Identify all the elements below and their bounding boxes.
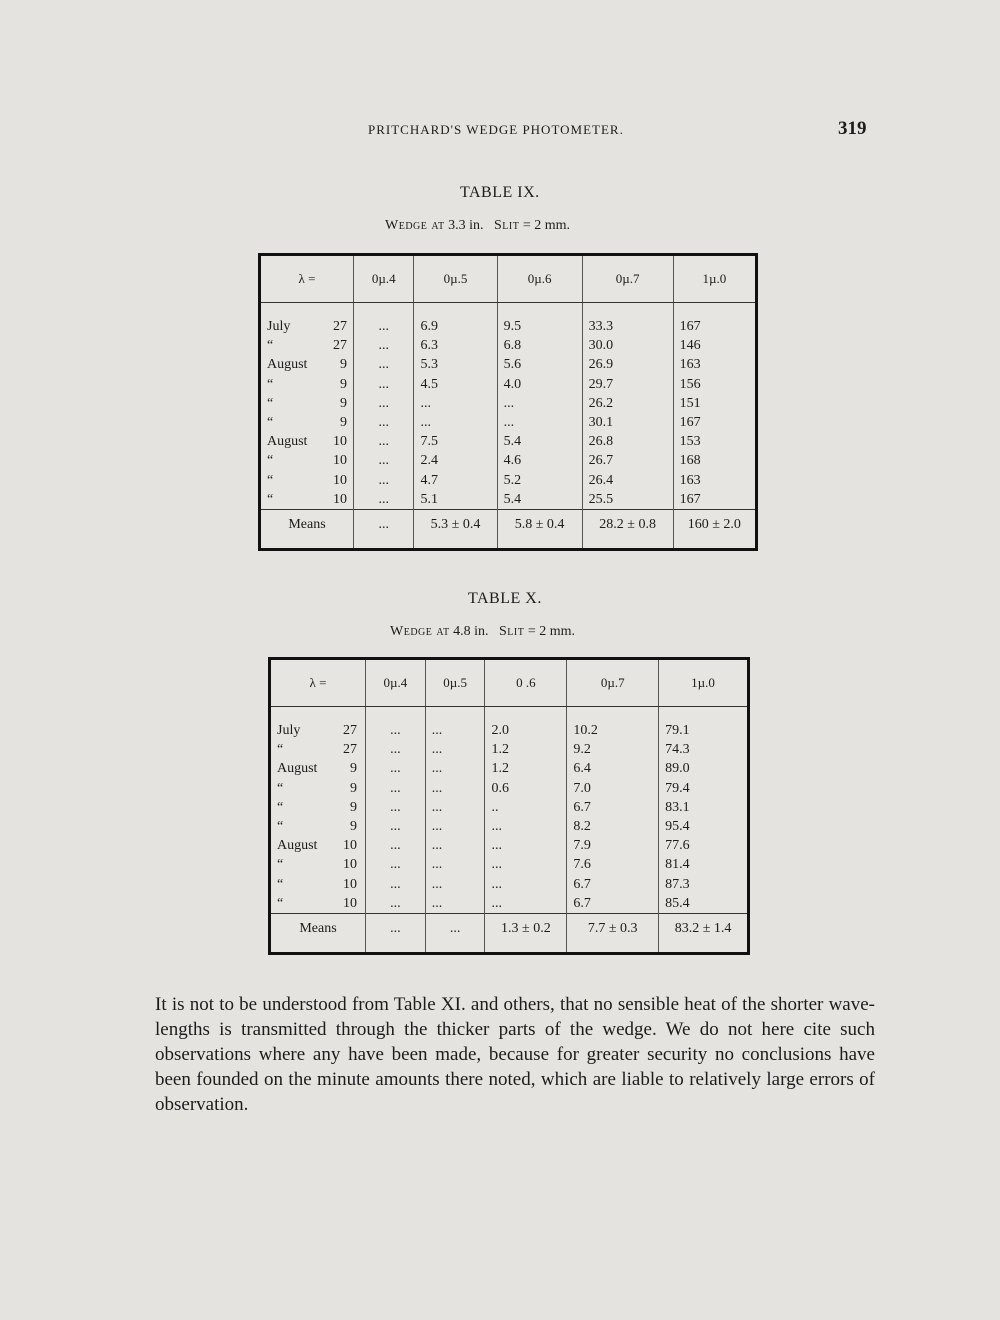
means-row <box>270 914 749 945</box>
table-ix <box>258 253 758 551</box>
date-cell <box>270 836 366 855</box>
date-day: 9 <box>350 799 357 815</box>
value-cell: 74.3 <box>665 742 690 758</box>
table-x-caption <box>390 624 575 640</box>
date-cell <box>260 413 354 432</box>
table-row <box>260 432 757 451</box>
table-row <box>260 471 757 490</box>
date-day: 27 <box>333 319 347 334</box>
date-day: 10 <box>343 838 357 854</box>
date-day: 10 <box>333 472 347 488</box>
value-cell: 6.8 <box>497 336 582 355</box>
value-cell: 6.7 <box>567 798 659 817</box>
table-row <box>270 894 749 914</box>
slit-value: = 2 mm. <box>527 624 576 639</box>
spacer-cell <box>485 944 567 954</box>
value-cell: ... <box>354 317 414 336</box>
header-wavelength: 0 .6 <box>485 659 567 707</box>
table-row <box>270 875 749 894</box>
slit-value: = 2 mm. <box>522 218 571 233</box>
date-cell <box>260 432 354 451</box>
date-cell <box>270 855 366 874</box>
value-cell: 85.4 <box>665 895 690 911</box>
value-cell: 4.7 <box>414 471 497 490</box>
value-cell: 6.7 <box>567 894 659 914</box>
table-row <box>260 451 757 470</box>
value-cell: 7.9 <box>567 836 659 855</box>
spacer-cell <box>567 707 659 722</box>
means-value: 1.3 ± 0.2 <box>485 914 567 945</box>
value-cell: 25.5 <box>582 490 673 510</box>
date-day: 9 <box>340 357 347 373</box>
value-cell: ... <box>425 740 485 759</box>
slit-label: Slit <box>499 624 525 639</box>
date-cell <box>270 779 366 798</box>
means-label: Means <box>270 914 366 945</box>
value-cell: 0.6 <box>485 779 567 798</box>
value-cell: 2.4 <box>414 451 497 470</box>
date-cell <box>260 471 354 490</box>
date-cell <box>260 336 354 355</box>
value-cell: 26.9 <box>582 355 673 374</box>
means-value: 5.3 ± 0.4 <box>414 510 497 541</box>
table-row <box>260 413 757 432</box>
spacer-cell <box>659 707 749 722</box>
value-cell: 26.7 <box>582 451 673 470</box>
value-cell: 163 <box>679 472 701 488</box>
table-row <box>270 759 749 778</box>
date-day: 9 <box>340 395 347 411</box>
date-day: 9 <box>350 780 357 796</box>
date-day: 9 <box>350 761 357 777</box>
value-cell: ... <box>365 855 425 874</box>
date-month: August <box>267 357 308 373</box>
spacer-cell <box>365 707 425 722</box>
table-row <box>270 740 749 759</box>
value-cell: ... <box>425 836 485 855</box>
value-cell: 5.4 <box>497 490 582 510</box>
value-cell: ... <box>425 894 485 914</box>
value-cell: ... <box>425 875 485 894</box>
date-cell <box>260 375 354 394</box>
spacer-cell <box>497 540 582 550</box>
value-cell: 156 <box>679 376 701 392</box>
tail-row <box>270 944 749 954</box>
date-month: “ <box>267 415 274 431</box>
table-ix-title: TABLE IX. <box>460 184 540 201</box>
spacer-cell <box>270 707 366 722</box>
header-wavelength: 0µ.5 <box>425 659 485 707</box>
date-day: 10 <box>333 453 347 469</box>
value-cell: ... <box>354 451 414 470</box>
value-cell: ... <box>365 836 425 855</box>
date-day: 10 <box>333 434 347 450</box>
means-value: 160 ± 2.0 <box>673 510 756 541</box>
slit-label: Slit <box>494 218 520 233</box>
date-month: “ <box>277 876 284 892</box>
value-cell: ... <box>365 721 425 740</box>
value-cell: ... <box>485 855 567 874</box>
date-month: “ <box>277 895 284 911</box>
date-day: 10 <box>343 876 357 892</box>
header-wavelength: 0µ.7 <box>567 659 659 707</box>
value-cell: 6.3 <box>414 336 497 355</box>
value-cell: 26.2 <box>582 394 673 413</box>
date-month: July <box>267 319 291 334</box>
date-cell <box>270 759 366 778</box>
table-row <box>270 721 749 740</box>
means-row <box>260 510 757 541</box>
value-cell: ... <box>485 836 567 855</box>
date-day: 9 <box>350 819 357 835</box>
table-row <box>270 836 749 855</box>
value-cell: 9.2 <box>567 740 659 759</box>
spacer-cell <box>659 944 749 954</box>
value-cell: 30.1 <box>582 413 673 432</box>
table-row <box>260 355 757 374</box>
means-label: Means <box>260 510 354 541</box>
spacer-cell <box>673 540 756 550</box>
spacer-row <box>260 303 757 318</box>
value-cell: 79.4 <box>665 780 690 796</box>
means-value: ... <box>365 914 425 945</box>
value-cell: ... <box>365 817 425 836</box>
value-cell: ... <box>354 375 414 394</box>
means-value: 28.2 ± 0.8 <box>582 510 673 541</box>
date-cell <box>260 317 354 336</box>
value-cell: 26.8 <box>582 432 673 451</box>
table-row <box>270 855 749 874</box>
table-row <box>270 779 749 798</box>
value-cell: 146 <box>679 338 701 354</box>
value-cell: 5.2 <box>497 471 582 490</box>
date-month: August <box>277 761 318 777</box>
date-month: “ <box>267 491 274 507</box>
date-day: 27 <box>343 742 357 758</box>
header-wavelength: 0µ.6 <box>497 255 582 303</box>
value-cell: 4.0 <box>497 375 582 394</box>
value-cell: 87.3 <box>665 876 690 892</box>
date-month: July <box>277 723 301 738</box>
value-cell: ... <box>365 740 425 759</box>
table-row <box>260 336 757 355</box>
spacer-cell <box>485 707 567 722</box>
date-month: “ <box>277 799 284 815</box>
value-cell: ... <box>425 721 485 740</box>
value-cell: 5.4 <box>497 432 582 451</box>
value-cell: 5.6 <box>497 355 582 374</box>
spacer-cell <box>354 540 414 550</box>
date-month: “ <box>267 338 274 354</box>
value-cell: ... <box>485 817 567 836</box>
date-cell <box>270 894 366 914</box>
value-cell: 167 <box>679 319 701 334</box>
spacer-cell <box>567 944 659 954</box>
date-cell <box>270 740 366 759</box>
date-month: “ <box>277 742 284 758</box>
value-cell: 5.3 <box>414 355 497 374</box>
header-wavelength: 0µ.5 <box>414 255 497 303</box>
value-cell: ... <box>414 394 497 413</box>
header-lambda: λ = <box>260 255 354 303</box>
spacer-cell <box>425 707 485 722</box>
value-cell: ... <box>497 394 582 413</box>
date-month: “ <box>277 780 284 796</box>
table-row <box>270 817 749 836</box>
value-cell: 151 <box>679 395 701 411</box>
value-cell: ... <box>365 779 425 798</box>
means-value: 5.8 ± 0.4 <box>497 510 582 541</box>
spacer-cell <box>582 540 673 550</box>
value-cell: ... <box>365 875 425 894</box>
value-cell: 89.0 <box>665 761 690 777</box>
means-value: ... <box>425 914 485 945</box>
value-cell: 29.7 <box>582 375 673 394</box>
spacer-cell <box>582 303 673 318</box>
date-day: 10 <box>333 491 347 507</box>
date-cell <box>260 394 354 413</box>
tail-row <box>260 540 757 550</box>
value-cell: 4.6 <box>497 451 582 470</box>
date-day: 27 <box>333 338 347 354</box>
value-cell: 7.0 <box>567 779 659 798</box>
date-month: August <box>267 434 308 450</box>
date-month: “ <box>277 857 284 873</box>
date-cell <box>270 798 366 817</box>
value-cell: 1.2 <box>485 759 567 778</box>
header-wavelength: 0µ.4 <box>354 255 414 303</box>
value-cell: 7.6 <box>567 855 659 874</box>
value-cell: 6.9 <box>414 317 497 336</box>
spacer-cell <box>260 540 354 550</box>
value-cell: ... <box>414 413 497 432</box>
date-day: 27 <box>343 723 357 738</box>
header-wavelength: 1µ.0 <box>659 659 749 707</box>
value-cell: ... <box>425 759 485 778</box>
date-month: “ <box>267 376 274 392</box>
value-cell: 4.5 <box>414 375 497 394</box>
date-cell <box>260 490 354 510</box>
date-month: “ <box>267 472 274 488</box>
value-cell: ... <box>365 894 425 914</box>
date-cell <box>260 355 354 374</box>
body-paragraph: It is not to be understood from Table XI. and others, that no sensible heat of the shorter wave-lengths is transmitted through the thicker parts of the wedge. We do not here cite such observations where any have been made, because for greater security no conclusions have been founded on the minute amounts there noted, which are liable to relatively large errors of observation. <box>155 994 875 1115</box>
value-cell: 8.2 <box>567 817 659 836</box>
value-cell: 163 <box>679 357 701 373</box>
date-day: 10 <box>343 895 357 911</box>
page-number: 319 <box>838 118 867 139</box>
spacer-cell <box>497 303 582 318</box>
value-cell: ... <box>354 432 414 451</box>
means-value: 83.2 ± 1.4 <box>659 914 749 945</box>
value-cell: 30.0 <box>582 336 673 355</box>
value-cell: 10.2 <box>567 721 659 740</box>
value-cell: 167 <box>679 415 701 431</box>
header-lambda: λ = <box>270 659 366 707</box>
header-row <box>270 659 749 707</box>
value-cell: 33.3 <box>582 317 673 336</box>
spacer-cell <box>270 944 366 954</box>
header-wavelength: 0µ.4 <box>365 659 425 707</box>
table-row <box>260 394 757 413</box>
date-day: 10 <box>343 857 357 873</box>
running-head: PRITCHARD'S WEDGE PHOTOMETER. <box>368 122 624 137</box>
value-cell: 26.4 <box>582 471 673 490</box>
value-cell: 9.5 <box>497 317 582 336</box>
table-x-title: TABLE X. <box>468 590 542 607</box>
value-cell: 6.4 <box>567 759 659 778</box>
table-row <box>270 798 749 817</box>
value-cell: 77.6 <box>665 838 690 854</box>
value-cell: .. <box>485 798 567 817</box>
spacer-cell <box>354 303 414 318</box>
value-cell: 167 <box>679 491 701 507</box>
date-month: “ <box>267 453 274 469</box>
value-cell: 83.1 <box>665 799 690 815</box>
value-cell: 1.2 <box>485 740 567 759</box>
spacer-cell <box>414 540 497 550</box>
value-cell: 168 <box>679 453 701 469</box>
table-x <box>268 657 750 955</box>
header-row <box>260 255 757 303</box>
value-cell: 5.1 <box>414 490 497 510</box>
value-cell: ... <box>354 471 414 490</box>
value-cell: 6.7 <box>567 875 659 894</box>
spacer-cell <box>260 303 354 318</box>
value-cell: ... <box>354 413 414 432</box>
header-wavelength: 0µ.7 <box>582 255 673 303</box>
value-cell: ... <box>485 875 567 894</box>
value-cell: 79.1 <box>665 723 690 738</box>
value-cell: ... <box>354 490 414 510</box>
value-cell: ... <box>354 394 414 413</box>
value-cell: 95.4 <box>665 819 690 835</box>
table-row <box>260 317 757 336</box>
table-row <box>260 375 757 394</box>
value-cell: 7.5 <box>414 432 497 451</box>
table-ix-caption <box>385 218 570 234</box>
value-cell: ... <box>497 413 582 432</box>
spacer-cell <box>365 944 425 954</box>
means-value: ... <box>354 510 414 541</box>
date-month: “ <box>267 395 274 411</box>
wedge-label: Wedge at <box>385 218 445 233</box>
spacer-cell <box>673 303 756 318</box>
value-cell: ... <box>425 779 485 798</box>
value-cell: ... <box>425 798 485 817</box>
wedge-value: 4.8 in. <box>453 624 489 639</box>
spacer-cell <box>414 303 497 318</box>
date-cell <box>270 817 366 836</box>
spacer-row <box>270 707 749 722</box>
header-wavelength: 1µ.0 <box>673 255 756 303</box>
date-day: 9 <box>340 415 347 431</box>
value-cell: ... <box>365 798 425 817</box>
date-cell <box>260 451 354 470</box>
means-value: 7.7 ± 0.3 <box>567 914 659 945</box>
date-day: 9 <box>340 376 347 392</box>
value-cell: ... <box>354 336 414 355</box>
wedge-value: 3.3 in. <box>448 218 484 233</box>
wedge-label: Wedge at <box>390 624 450 639</box>
value-cell: ... <box>485 894 567 914</box>
table-row <box>260 490 757 510</box>
date-month: “ <box>277 819 284 835</box>
value-cell: 2.0 <box>485 721 567 740</box>
value-cell: ... <box>425 855 485 874</box>
date-cell <box>270 875 366 894</box>
spacer-cell <box>425 944 485 954</box>
value-cell: 153 <box>679 434 701 450</box>
date-month: August <box>277 838 318 854</box>
value-cell: ... <box>425 817 485 836</box>
value-cell: ... <box>365 759 425 778</box>
value-cell: 81.4 <box>665 857 690 873</box>
date-cell <box>270 721 366 740</box>
value-cell: ... <box>354 355 414 374</box>
